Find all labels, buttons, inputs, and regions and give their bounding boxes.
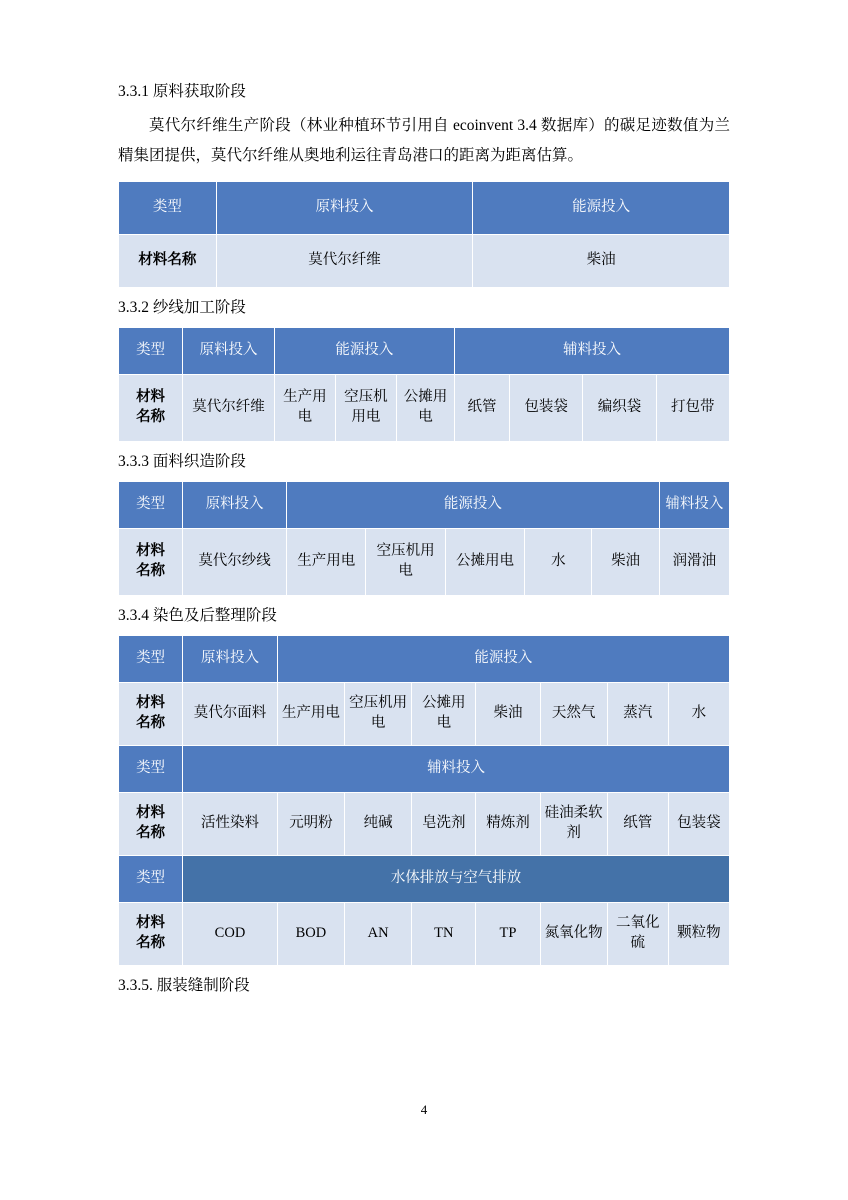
- table-cell: 莫代尔纤维: [216, 235, 473, 288]
- row-label-line2: 名称: [136, 409, 166, 426]
- row-label-line1: 材料: [136, 389, 166, 406]
- table-cell: 润滑油: [659, 528, 729, 595]
- row-label-line1: 材料: [136, 695, 166, 712]
- row-label-line2: 名称: [136, 824, 166, 841]
- table-cell: 柴油: [476, 682, 540, 745]
- table-cell: 空压机用电: [366, 528, 445, 595]
- table-cell: 空压机用电: [345, 682, 412, 745]
- row-label-line2: 名称: [136, 562, 166, 579]
- section-paragraph-3-3-1: 莫代尔纤维生产阶段（林业种植环节引用自 ecoinvent 3.4 数据库）的碳足迹数值为兰精集团提供，莫代尔纤维从奥地利运往青岛港口的距离为距离估算。: [118, 116, 730, 165]
- table-cell: 活性染料: [183, 792, 278, 855]
- table-row: [119, 792, 730, 855]
- table-cell: 氮氧化物: [540, 902, 607, 965]
- table-row: [119, 528, 730, 595]
- table-cell: 颗粒物: [668, 902, 729, 965]
- table-row-label: [119, 792, 183, 855]
- table-cell: 蒸汽: [607, 682, 668, 745]
- table-header-cell: 原料投入: [183, 635, 278, 682]
- row-label-line2: 名称: [136, 714, 166, 731]
- table-cell: 水: [525, 528, 592, 595]
- table-header-cell: 辅料投入: [455, 328, 730, 375]
- table-cell: 莫代尔纱线: [183, 528, 287, 595]
- table-cell: 水: [668, 682, 729, 745]
- table-cell: 生产用电: [287, 528, 366, 595]
- section-heading-3-3-1: 3.3.1 原料获取阶段: [118, 83, 246, 100]
- table-cell: 元明粉: [277, 792, 344, 855]
- row-label-line1: 材料: [136, 805, 166, 822]
- table-cell: 精炼剂: [476, 792, 540, 855]
- table-row-label: [119, 375, 183, 442]
- table-header-cell: 能源投入: [277, 635, 729, 682]
- table-yarn-stage: [118, 327, 730, 442]
- table-cell: 纯碱: [345, 792, 412, 855]
- table-cell: 皂洗剂: [412, 792, 476, 855]
- table-cell: 莫代尔面料: [183, 682, 278, 745]
- table-header-cell: 类型: [119, 328, 183, 375]
- table-row: [119, 902, 730, 965]
- table-cell: 打包带: [656, 375, 729, 442]
- table-cell: 空压机用电: [335, 375, 396, 442]
- table-fabric-stage: [118, 481, 730, 596]
- page-number: 4: [420, 1102, 428, 1117]
- table-cell: 纸管: [607, 792, 668, 855]
- table-cell: 硅油柔软剂: [540, 792, 607, 855]
- table-cell: TP: [476, 902, 540, 965]
- section-heading-3-3-4: 3.3.4 染色及后整理阶段: [118, 606, 277, 624]
- table-header-cell: 辅料投入: [659, 481, 729, 528]
- table-row-label: [119, 528, 183, 595]
- table-row: [119, 375, 730, 442]
- table-row: [119, 235, 730, 288]
- table-cell: 二氧化硫: [607, 902, 668, 965]
- table-row: [119, 328, 730, 375]
- table-dyeing-stage: [118, 635, 730, 966]
- row-label-line1: 材料: [136, 543, 166, 560]
- table-cell: 生产用电: [277, 682, 344, 745]
- table-header-cell: 水体排放与空气排放: [183, 855, 730, 902]
- table-cell: 编织袋: [583, 375, 656, 442]
- table-header-cell: 类型: [119, 745, 183, 792]
- table-row-label: [119, 902, 183, 965]
- table-header-cell: 能源投入: [287, 481, 660, 528]
- table-row: [119, 635, 730, 682]
- table-cell: 柴油: [473, 235, 730, 288]
- table-row-label: 材料名称: [119, 235, 217, 288]
- table-cell: 生产用电: [274, 375, 335, 442]
- table-cell: 公摊用电: [445, 528, 524, 595]
- table-header-cell: 原料投入: [216, 182, 473, 235]
- table-cell: 包装袋: [668, 792, 729, 855]
- table-raw-material-stage: [118, 181, 730, 288]
- table-header-cell: 能源投入: [473, 182, 730, 235]
- table-cell: 包装袋: [509, 375, 582, 442]
- table-row: [119, 481, 730, 528]
- table-row: [119, 745, 730, 792]
- table-cell: 公摊用电: [396, 375, 454, 442]
- table-cell: AN: [345, 902, 412, 965]
- table-row: [119, 682, 730, 745]
- table-cell: TN: [412, 902, 476, 965]
- table-header-cell: 类型: [119, 182, 217, 235]
- table-header-cell: 辅料投入: [183, 745, 730, 792]
- table-header-cell: 类型: [119, 481, 183, 528]
- section-heading-3-3-2: 3.3.2 纱线加工阶段: [118, 299, 246, 317]
- table-header-cell: 类型: [119, 855, 183, 902]
- table-header-cell: 原料投入: [183, 328, 275, 375]
- table-cell: 莫代尔纤维: [183, 375, 275, 442]
- table-row: [119, 855, 730, 902]
- table-cell: 公摊用电: [412, 682, 476, 745]
- section-heading-3-3-5: 3.3.5. 服装缝制阶段: [118, 976, 250, 994]
- table-header-cell: 能源投入: [274, 328, 454, 375]
- table-cell: 纸管: [455, 375, 510, 442]
- table-cell: 天然气: [540, 682, 607, 745]
- section-heading-3-3-3: 3.3.3 面料织造阶段: [118, 453, 246, 471]
- table-cell: BOD: [277, 902, 344, 965]
- table-row-label: [119, 682, 183, 745]
- row-label-line2: 名称: [136, 934, 166, 951]
- table-header-cell: 类型: [119, 635, 183, 682]
- table-cell: 柴油: [592, 528, 659, 595]
- row-label-line1: 材料: [136, 915, 166, 932]
- table-header-cell: 原料投入: [183, 481, 287, 528]
- table-row: [119, 182, 730, 235]
- table-cell: COD: [183, 902, 278, 965]
